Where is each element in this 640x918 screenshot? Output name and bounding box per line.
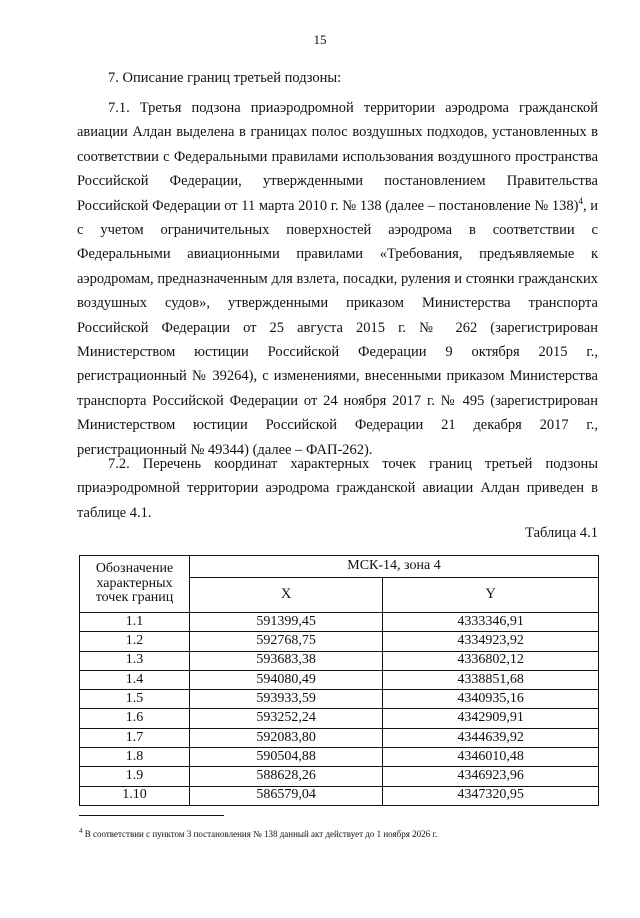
x-cell: 592768,75 bbox=[190, 632, 383, 651]
table-row bbox=[80, 632, 599, 651]
y-cell: 4338851,68 bbox=[383, 670, 599, 689]
point-cell: 1.8 bbox=[80, 748, 190, 767]
page-number: 15 bbox=[313, 32, 327, 47]
x-cell: 594080,49 bbox=[190, 670, 383, 689]
table-caption: Таблица 4.1 bbox=[525, 525, 598, 541]
x-cell: 590504,88 bbox=[190, 748, 383, 767]
x-cell: 588628,26 bbox=[190, 767, 383, 786]
paragraph-7-1 bbox=[77, 96, 598, 462]
paragraph-7-1-text-start: 7.1. Третья подзона приаэродромной территории аэродрома гражданской авиации Алдан выделена в границах полос воздушных подходов, установленных в соответствии с Федеральными правилами использования воздушного пространства Российской Федерации, утвержденными постановлением Правительства Российской Федерации от 11 марта 2010 г. № 138 (далее – постановление № 138) bbox=[77, 100, 598, 214]
y-cell: 4344639,92 bbox=[383, 728, 599, 747]
footnote-text: В соответствии с пунктом 3 постановления № 138 данный акт действует до 1 ноября 2026 г. bbox=[82, 829, 438, 839]
x-cell: 593683,38 bbox=[190, 651, 383, 670]
table-row bbox=[80, 709, 599, 728]
y-cell: 4336802,12 bbox=[383, 651, 599, 670]
point-designation-header: Обозначение характерных точек границ bbox=[80, 556, 190, 613]
table-header-row bbox=[80, 556, 599, 578]
table-row bbox=[80, 767, 599, 786]
y-cell: 4342909,91 bbox=[383, 709, 599, 728]
x-cell: 593933,59 bbox=[190, 690, 383, 709]
y-cell: 4334923,92 bbox=[383, 632, 599, 651]
y-cell: 4346010,48 bbox=[383, 748, 599, 767]
point-cell: 1.3 bbox=[80, 651, 190, 670]
paragraph-7-1-text-end: , и с учетом ограничительных поверхностей аэродрома в соответствии с Федеральными авиационными правилами «Требования, предъявляемые к аэродромам, предназначенным для взлета, посадки, руления и стоянки гражданских воздушных судов», утвержденными приказом Министерства транспорта Российской Федерации от 25 августа 2015 г. № 262 (зарегистрирован Министерством юстиции Российской Федерации 9 октября 2015 г., регистрационный № 39264), с изменениями, внесенными приказом Министерства транспорта Российской Федерации от 24 ноября 2017 г. № 495 (зарегистрирован Министерством юстиции Российской Федерации 21 декабря 2017 г., регистрационный № 49344) (далее – ФАП-262). bbox=[77, 197, 598, 458]
coordinate-system-header: МСК-14, зона 4 bbox=[190, 556, 599, 578]
footnote-reference[interactable]: 4 bbox=[578, 195, 583, 206]
footnote bbox=[79, 829, 437, 839]
table-row bbox=[80, 651, 599, 670]
coordinates-table bbox=[79, 555, 599, 806]
footnote-rule bbox=[79, 815, 224, 816]
x-cell: 593252,24 bbox=[190, 709, 383, 728]
y-cell: 4346923,96 bbox=[383, 767, 599, 786]
point-cell: 1.4 bbox=[80, 670, 190, 689]
section-heading: 7. Описание границ третьей подзоны: bbox=[108, 70, 342, 86]
y-cell: 4340935,16 bbox=[383, 690, 599, 709]
point-cell: 1.1 bbox=[80, 613, 190, 632]
table-body bbox=[80, 613, 599, 806]
x-cell: 592083,80 bbox=[190, 728, 383, 747]
paragraph-7-2: 7.2. Перечень координат характерных точек границ третьей подзоны приаэродромной территории аэродрома гражданской авиации Алдан приведен в таблице 4.1. bbox=[77, 456, 598, 521]
y-cell: 4347320,95 bbox=[383, 786, 599, 805]
footnote-marker: 4 bbox=[79, 827, 83, 835]
table-row bbox=[80, 690, 599, 709]
table-row bbox=[80, 613, 599, 632]
table-row bbox=[80, 728, 599, 747]
y-cell: 4333346,91 bbox=[383, 613, 599, 632]
x-column-header: X bbox=[190, 578, 383, 613]
point-cell: 1.7 bbox=[80, 728, 190, 747]
point-cell: 1.2 bbox=[80, 632, 190, 651]
point-cell: 1.5 bbox=[80, 690, 190, 709]
x-cell: 591399,45 bbox=[190, 613, 383, 632]
x-cell: 586579,04 bbox=[190, 786, 383, 805]
table-row bbox=[80, 786, 599, 805]
point-cell: 1.6 bbox=[80, 709, 190, 728]
point-cell: 1.10 bbox=[80, 786, 190, 805]
table-row bbox=[80, 670, 599, 689]
table-row bbox=[80, 748, 599, 767]
y-column-header: Y bbox=[383, 578, 599, 613]
point-cell: 1.9 bbox=[80, 767, 190, 786]
